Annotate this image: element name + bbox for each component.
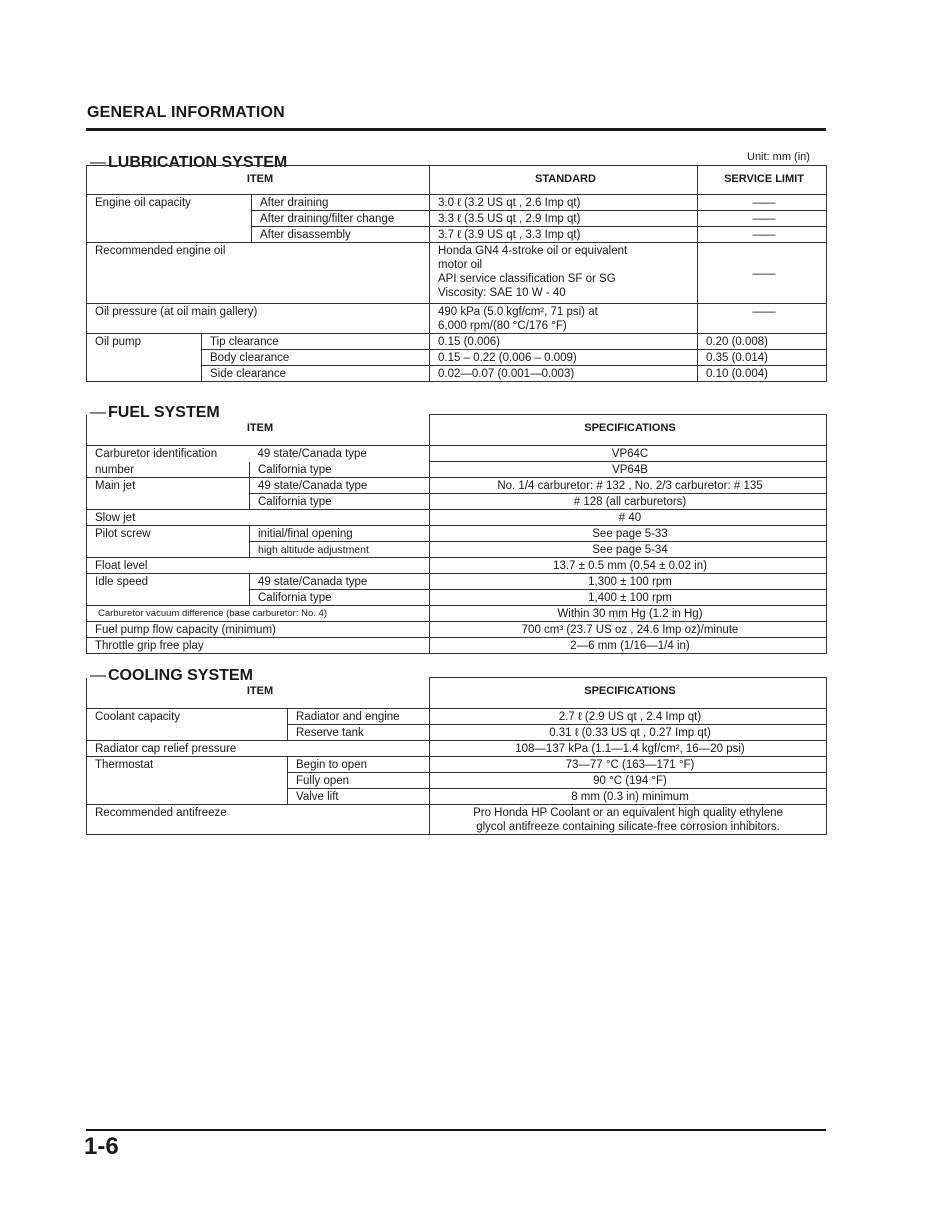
spec-value: Within 30 mm Hg (1.2 in Hg)	[430, 606, 827, 622]
header-service-limit: SERVICE LIMIT	[698, 166, 827, 195]
pilot-screw-label: Pilot screw	[87, 526, 250, 558]
header-item: ITEM	[87, 166, 430, 195]
header-specifications: SPECIFICATIONS	[430, 415, 827, 446]
antifreeze-line: Pro Honda HP Coolant or an equivalent high quality ethylene	[473, 807, 783, 819]
table-row	[87, 526, 827, 542]
header-standard: STANDARD	[430, 166, 698, 195]
engine-oil-capacity-label: Engine oil capacity	[87, 195, 252, 243]
spec-value: 90 °C (194 °F)	[430, 773, 827, 789]
table-row	[87, 334, 827, 350]
carb-id-label-line: Carburetor identification	[95, 448, 218, 460]
table-row	[87, 446, 827, 462]
cooling-title-text: COOLING SYSTEM	[108, 667, 253, 684]
title-dash: —	[90, 667, 106, 684]
unit-note: Unit: mm (in)	[747, 151, 810, 163]
limit-value: 0.35 (0.014)	[698, 350, 827, 366]
sub-item: Valve lift	[288, 789, 430, 805]
table-row	[87, 304, 827, 334]
table-row	[87, 243, 827, 304]
sub-item: 49 state/Canada type	[250, 478, 430, 494]
sub-item: After draining	[252, 195, 430, 211]
sub-item: 49 state/Canada type	[257, 448, 367, 460]
table-row	[87, 638, 827, 654]
limit-value: 0.20 (0.008)	[698, 334, 827, 350]
spec-value: See page 5-34	[430, 542, 827, 558]
lubrication-title-text: LUBRICATION SYSTEM	[108, 154, 288, 171]
spec-value: 13.7 ± 0.5 mm (0.54 ± 0.02 in)	[430, 558, 827, 574]
sub-item: Fully open	[288, 773, 430, 789]
table-row	[87, 574, 827, 590]
table-header-row	[87, 415, 827, 446]
title-dash: —	[90, 404, 106, 421]
vacuum-difference-label: Carburetor vacuum difference (base carburetor: No. 4)	[87, 606, 430, 622]
spec-value: 108—137 kPa (1.1—1.4 kgf/cm², 16—20 psi)	[430, 741, 827, 757]
sub-item: Reserve tank	[288, 725, 430, 741]
recommended-oil-line: Viscosity: SAE 10 W - 40	[438, 287, 566, 299]
spec-value: # 40	[430, 510, 827, 526]
standard-value: 3.7 ℓ (3.9 US qt , 3.3 Imp qt)	[430, 227, 698, 243]
limit-value: ——	[698, 304, 827, 334]
sub-item: After draining/filter change	[252, 211, 430, 227]
lubrication-table	[86, 165, 827, 382]
spec-value: 700 cm³ (23.7 US oz , 24.6 Imp oz)/minute	[430, 622, 827, 638]
table-header-row	[87, 678, 827, 709]
limit-value: ——	[698, 243, 827, 304]
limit-value: 0.10 (0.004)	[698, 366, 827, 382]
recommended-oil-value	[430, 243, 698, 304]
spec-value: 1,300 ± 100 rpm	[430, 574, 827, 590]
table-row	[87, 195, 827, 211]
fuel-table	[86, 414, 827, 654]
spec-value: VP64B	[430, 462, 827, 478]
main-jet-label: Main jet	[87, 478, 250, 510]
limit-value: ——	[698, 227, 827, 243]
spec-value: No. 1/4 carburetor: # 132 , No. 2/3 carburetor: # 135	[430, 478, 827, 494]
table-row	[87, 709, 827, 725]
pump-flow-label: Fuel pump flow capacity (minimum)	[87, 622, 430, 638]
sub-item: Body clearance	[202, 350, 430, 366]
table-row	[87, 478, 827, 494]
cooling-table	[86, 677, 827, 835]
header-item: ITEM	[87, 678, 430, 709]
cap-pressure-label: Radiator cap relief pressure	[87, 741, 430, 757]
coolant-capacity-label: Coolant capacity	[87, 709, 288, 741]
bottom-rule	[86, 1129, 826, 1131]
sub-item: Radiator and engine	[288, 709, 430, 725]
slow-jet-label: Slow jet	[87, 510, 430, 526]
sub-item: initial/final opening	[250, 526, 430, 542]
float-level-label: Float level	[87, 558, 430, 574]
spec-value: 2.7 ℓ (2.9 US qt , 2.4 Imp qt)	[430, 709, 827, 725]
limit-value: ——	[698, 211, 827, 227]
sub-item: Tip clearance	[202, 334, 430, 350]
spec-value: See page 5-33	[430, 526, 827, 542]
table-row	[87, 606, 827, 622]
spec-value: 1,400 ± 100 rpm	[430, 590, 827, 606]
spec-value: # 128 (all carburetors)	[430, 494, 827, 510]
table-row	[87, 462, 827, 478]
oil-pressure-label: Oil pressure (at oil main gallery)	[87, 304, 430, 334]
sub-item: California type	[250, 494, 430, 510]
table-row	[87, 741, 827, 757]
title-dash: —	[90, 154, 106, 171]
sub-item: After disassembly	[252, 227, 430, 243]
header-specifications: SPECIFICATIONS	[430, 678, 827, 709]
carb-id-label	[87, 446, 430, 462]
table-row	[87, 622, 827, 638]
sub-item: 49 state/Canada type	[250, 574, 430, 590]
table-row	[87, 558, 827, 574]
sub-item: high altitude adjustment	[250, 542, 430, 558]
antifreeze-value	[430, 805, 827, 835]
antifreeze-label: Recommended antifreeze	[87, 805, 430, 835]
oil-pressure-line: 490 kPa (5.0 kgf/cm², 71 psi) at	[438, 306, 598, 318]
table-row	[87, 510, 827, 526]
spec-value: 8 mm (0.3 in) minimum	[430, 789, 827, 805]
sub-item: California type	[250, 590, 430, 606]
throttle-play-label: Throttle grip free play	[87, 638, 430, 654]
table-row	[87, 757, 827, 773]
thermostat-label: Thermostat	[87, 757, 288, 805]
antifreeze-line: glycol antifreeze containing silicate-free corrosion inhibitors.	[476, 821, 780, 833]
idle-speed-label: Idle speed	[87, 574, 250, 606]
title-rule	[86, 128, 826, 131]
oil-pump-label: Oil pump	[87, 334, 202, 382]
header-item: ITEM	[87, 415, 430, 446]
fuel-title-text: FUEL SYSTEM	[108, 404, 220, 421]
standard-value: 0.15 (0.006)	[430, 334, 698, 350]
spec-value: 2—6 mm (1/16—1/4 in)	[430, 638, 827, 654]
limit-value: ——	[698, 195, 827, 211]
oil-pressure-value	[430, 304, 698, 334]
carb-id-label-line: number	[87, 462, 250, 478]
recommended-oil-line: API service classification SF or SG	[438, 273, 616, 285]
standard-value: 3.3 ℓ (3.5 US qt , 2.9 Imp qt)	[430, 211, 698, 227]
spec-value: 0.31 ℓ (0.33 US qt , 0.27 Imp qt)	[430, 725, 827, 741]
sub-item: Begin to open	[288, 757, 430, 773]
standard-value: 3.0 ℓ (3.2 US qt , 2.6 Imp qt)	[430, 195, 698, 211]
standard-value: 0.15 – 0.22 (0.006 – 0.009)	[430, 350, 698, 366]
spec-value: 73—77 °C (163—171 °F)	[430, 757, 827, 773]
sub-item: California type	[250, 462, 430, 478]
page-title: GENERAL INFORMATION	[87, 104, 285, 121]
recommended-oil-line: motor oil	[438, 259, 483, 271]
recommended-oil-line: Honda GN4 4-stroke oil or equivalent	[438, 245, 628, 257]
standard-value: 0.02—0.07 (0.001—0.003)	[430, 366, 698, 382]
table-header-row	[87, 166, 827, 195]
recommended-oil-label: Recommended engine oil	[87, 243, 430, 304]
oil-pressure-line: 6,000 rpm/(80 °C/176 °F)	[438, 320, 567, 332]
page-number: 1-6	[84, 1133, 119, 1160]
sub-item: Side clearance	[202, 366, 430, 382]
spec-value: VP64C	[430, 446, 827, 462]
table-row	[87, 805, 827, 835]
